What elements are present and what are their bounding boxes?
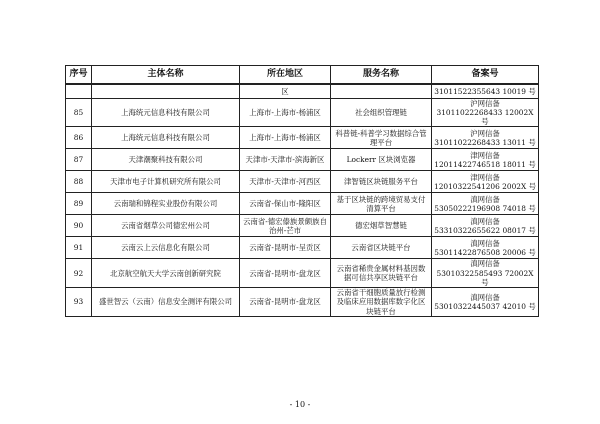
table-row-continued xyxy=(66,84,539,98)
record-number-line: 12010322541206 2002X 号 xyxy=(434,181,536,191)
cell-record-number xyxy=(432,171,539,193)
record-number-line: 滇网信备 xyxy=(470,238,500,248)
cell-no: 90 xyxy=(66,215,92,237)
cell-record-number xyxy=(432,127,539,149)
cell-record-number xyxy=(432,259,539,288)
cell-service-name: 云南省干细胞质量放行检测及临床应用数据库数字化区块链平台 xyxy=(331,288,432,317)
cell-no: 86 xyxy=(66,127,92,149)
record-number-line: 津网信备 xyxy=(470,172,500,182)
cell-service-name: Lockerr 区块浏览器 xyxy=(331,149,432,171)
cell-region: 天津市-天津市-河西区 xyxy=(240,171,331,193)
filing-table-container xyxy=(65,65,538,317)
record-number-line: 53010322585493 72002X 号 xyxy=(436,268,534,287)
cell-service-name: 云南省区块链平台 xyxy=(331,237,432,259)
record-number-line: 沪网信备 xyxy=(470,128,500,138)
record-number-line: 沪网信备 xyxy=(470,98,500,108)
record-number-line: 31011022268433 12002X 号 xyxy=(436,107,534,126)
cell-record-number xyxy=(432,215,539,237)
header-region: 所在地区 xyxy=(240,66,331,85)
record-number-line: 滇网信备 xyxy=(470,259,500,269)
cell-no: 85 xyxy=(66,98,92,127)
cell-region: 云南省-昆明市-盘龙区 xyxy=(240,259,331,288)
cell-record-number xyxy=(432,193,539,215)
record-number-line: 53310322655622 08017 号 xyxy=(434,225,536,235)
table-row xyxy=(66,149,539,171)
cell-no: 87 xyxy=(66,149,92,171)
cell-service-name: 德宏烟草智慧链 xyxy=(331,215,432,237)
record-number-line: 53050222196908 74018 号 xyxy=(434,203,536,213)
cell-entity-name: 天津潮聚科技有限公司 xyxy=(92,149,240,171)
cell-entity-name: 上海统元信息科技有限公司 xyxy=(92,127,240,149)
cell-service-name: 科普链-科普学习数据综合管理平台 xyxy=(331,127,432,149)
cell-no: 92 xyxy=(66,259,92,288)
record-number-line: 31011022268433 13011 号 xyxy=(434,137,536,147)
table-row xyxy=(66,193,539,215)
record-number-line: 53011422876508 20006 号 xyxy=(434,247,536,257)
record-number-line: 滇网信备 xyxy=(470,292,500,302)
header-service-name: 服务名称 xyxy=(331,66,432,85)
record-number-line: 12011422746518 18011 号 xyxy=(434,159,536,169)
table-row xyxy=(66,171,539,193)
cell-no: 93 xyxy=(66,288,92,317)
filing-table xyxy=(65,65,539,317)
cell-record-number xyxy=(432,98,539,127)
cell-region: 云南省-保山市-隆阳区 xyxy=(240,193,331,215)
cell-region: 天津市-天津市-滨海新区 xyxy=(240,149,331,171)
cell-record-number xyxy=(432,237,539,259)
table-row xyxy=(66,98,539,127)
cell-entity-name: 云南瑞和锦程实业股份有限公司 xyxy=(92,193,240,215)
cell-entity-name: 天津市电子计算机研究所有限公司 xyxy=(92,171,240,193)
cell-region: 区 xyxy=(240,84,331,98)
cell-entity-name xyxy=(92,84,240,98)
record-number-line: 31011522355643 10019 号 xyxy=(434,86,536,96)
record-number-line: 津网信备 xyxy=(470,150,500,160)
table-row xyxy=(66,259,539,288)
cell-record-number xyxy=(432,84,539,98)
header-entity-name: 主体名称 xyxy=(92,66,240,85)
record-number-line: 53010322445037 42010 号 xyxy=(434,301,536,311)
table-row xyxy=(66,215,539,237)
header-record-number: 备案号 xyxy=(432,66,539,85)
cell-service-name: 社会组织管理链 xyxy=(331,98,432,127)
cell-entity-name: 盛世智云（云南）信息安全测评有限公司 xyxy=(92,288,240,317)
cell-no xyxy=(66,84,92,98)
cell-region: 云南省-昆明市-盘龙区 xyxy=(240,288,331,317)
page-number: - 10 - xyxy=(289,400,311,409)
table-row xyxy=(66,288,539,317)
cell-service-name: 云南省稀贵金属材料基因数据可信共享区块链平台 xyxy=(331,259,432,288)
cell-region: 云南省-德宏傣族景颇族自治州-芒市 xyxy=(240,215,331,237)
table-row xyxy=(66,127,539,149)
cell-no: 89 xyxy=(66,193,92,215)
cell-region: 上海市-上海市-杨浦区 xyxy=(240,98,331,127)
cell-region: 云南省-昆明市-呈贡区 xyxy=(240,237,331,259)
cell-record-number xyxy=(432,149,539,171)
record-number-line: 滇网信备 xyxy=(470,194,500,204)
cell-no: 88 xyxy=(66,171,92,193)
cell-service-name: 基于区块链的跨境贸易支付清算平台 xyxy=(331,193,432,215)
cell-service-name xyxy=(331,84,432,98)
table-header-row xyxy=(66,66,539,85)
record-number-line: 滇网信备 xyxy=(470,216,500,226)
cell-entity-name: 云南云上云信息化有限公司 xyxy=(92,237,240,259)
header-no: 序号 xyxy=(66,66,92,85)
cell-entity-name: 上海统元信息科技有限公司 xyxy=(92,98,240,127)
table-row xyxy=(66,237,539,259)
cell-record-number xyxy=(432,288,539,317)
cell-service-name: 津智链区块链服务平台 xyxy=(331,171,432,193)
cell-region: 上海市-上海市-杨浦区 xyxy=(240,127,331,149)
cell-no: 91 xyxy=(66,237,92,259)
cell-entity-name: 云南省烟草公司德宏州公司 xyxy=(92,215,240,237)
cell-entity-name: 北京航空航天大学云南创新研究院 xyxy=(92,259,240,288)
